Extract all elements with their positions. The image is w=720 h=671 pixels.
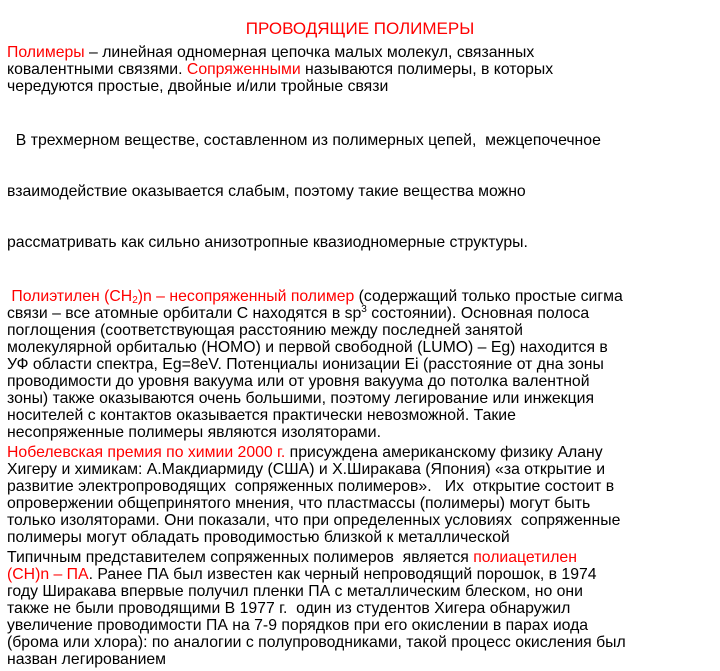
text-line: несопряженные полимеры являются изоляторами. xyxy=(7,424,381,441)
text-fragment: состоянии). Основная полоса xyxy=(366,305,590,322)
term-polyethylene-a: Полиэтилен (CH xyxy=(7,288,133,305)
paragraph-polyacetylene xyxy=(7,549,720,668)
text-line: Хигеру и химикам: А.Макдиармиду (США) и Х.Ширакава (Япония) «за открытие и xyxy=(7,461,606,478)
text-line: поглощения (соответствующая расстоянию между последней занятой xyxy=(7,322,523,339)
term-nobel-prize: Нобелевская премия по химии 2000 г. xyxy=(7,444,286,461)
text-line: также не были проводящими В 1977 г. один из студентов Хигера обнаружил xyxy=(7,600,571,617)
slide-title: ПРОВОДЯЩИЕ ПОЛИМЕРЫ xyxy=(245,19,475,38)
term-polyethylene-b: )n – несопряженный полимер xyxy=(137,288,355,305)
term-conjugated: Сопряженными xyxy=(186,61,301,78)
text-line xyxy=(7,288,720,305)
text-line: развитие электропроводящих сопряженных полимеров». Их открытие состоит в xyxy=(7,478,615,495)
term-polyacetylene-formula: (CH)n – ПА xyxy=(7,566,89,583)
text-line: В трехмерном веществе, составленном из полимерных цепей, межцепочечное xyxy=(7,132,601,149)
superscript: 3 xyxy=(361,304,367,315)
text-line xyxy=(7,444,720,461)
paragraph-nobel-prize xyxy=(7,444,720,546)
text-line: опровержении общепринятого мнения, что пластмассы (полимеры) могут быть xyxy=(7,495,591,512)
text-line: взаимодействие оказывается слабым, поэтому такие вещества можно xyxy=(7,183,526,200)
paragraph-3d-structure xyxy=(7,98,720,285)
text-line: молекулярной орбиталью (HOMO) и первой свободной (LUMO) – Eg) находится в xyxy=(7,339,608,356)
term-polyacetylene: полиацетилен xyxy=(473,549,577,566)
text-line: полимеры могут обладать проводимостью близкой к металлической xyxy=(7,529,510,546)
text-line xyxy=(7,549,720,566)
text-line: зоны) также оказываются очень большими, поэтому легирование или инжекция xyxy=(7,390,595,407)
text-line: проводимости до уровня вакуума или от уровня вакуума до потолка валентной xyxy=(7,373,590,390)
text-line: носителей с контактов оказывается практически невозможной. Такие xyxy=(7,407,516,424)
term-polymers: Полимеры xyxy=(7,44,85,61)
text-line xyxy=(7,566,720,583)
slide-body xyxy=(7,44,720,671)
text-line: назван легированием xyxy=(7,651,167,668)
paragraph-polyethylene xyxy=(7,288,720,441)
text-line: только изоляторами. Они показали, что при определенных условиях сопряженные xyxy=(7,512,621,529)
text-line: году Ширакава впервые получил пленки ПА с металлическим блеском, но они xyxy=(7,583,583,600)
text-fragment: называются полимеры, в которых xyxy=(300,61,554,78)
text-line xyxy=(7,44,720,61)
text-line: (брома или хлора): по аналогии с полупроводниками, такой процесс окисления был xyxy=(7,634,626,651)
text-line: увеличение проводимости ПА на 7-9 порядков при его окислении в парах иода xyxy=(7,617,589,634)
text-fragment: присуждена американскому физику Алану xyxy=(285,444,603,461)
text-fragment: (содержащий только простые сигма xyxy=(354,288,623,305)
text-line xyxy=(7,61,720,78)
text-fragment: связи – все атомные орбитали С находятся в sp xyxy=(7,305,362,322)
text-fragment: . Ранее ПА был известен как черный непроводящий порошок, в 1974 xyxy=(88,566,597,583)
text-line: чередуются простые, двойные и/или тройные связи xyxy=(7,78,389,95)
term-polyethylene-subscript: 2 xyxy=(132,295,138,306)
text-line: рассматривать как сильно анизотропные квазиодномерные структуры. xyxy=(7,234,528,251)
paragraph-polymers-definition xyxy=(7,44,720,95)
text-fragment: Типичным представителем сопряженных полимеров является xyxy=(7,549,474,566)
text-fragment: ковалентными связями. xyxy=(7,61,187,78)
text-line: УФ области спектра, Eg=8eV. Потенциалы ионизации Ei (расстояние от дна зоны xyxy=(7,356,604,373)
text-line xyxy=(7,305,720,322)
text-fragment: – линейная одномерная цепочка малых молекул, связанных xyxy=(84,44,535,61)
